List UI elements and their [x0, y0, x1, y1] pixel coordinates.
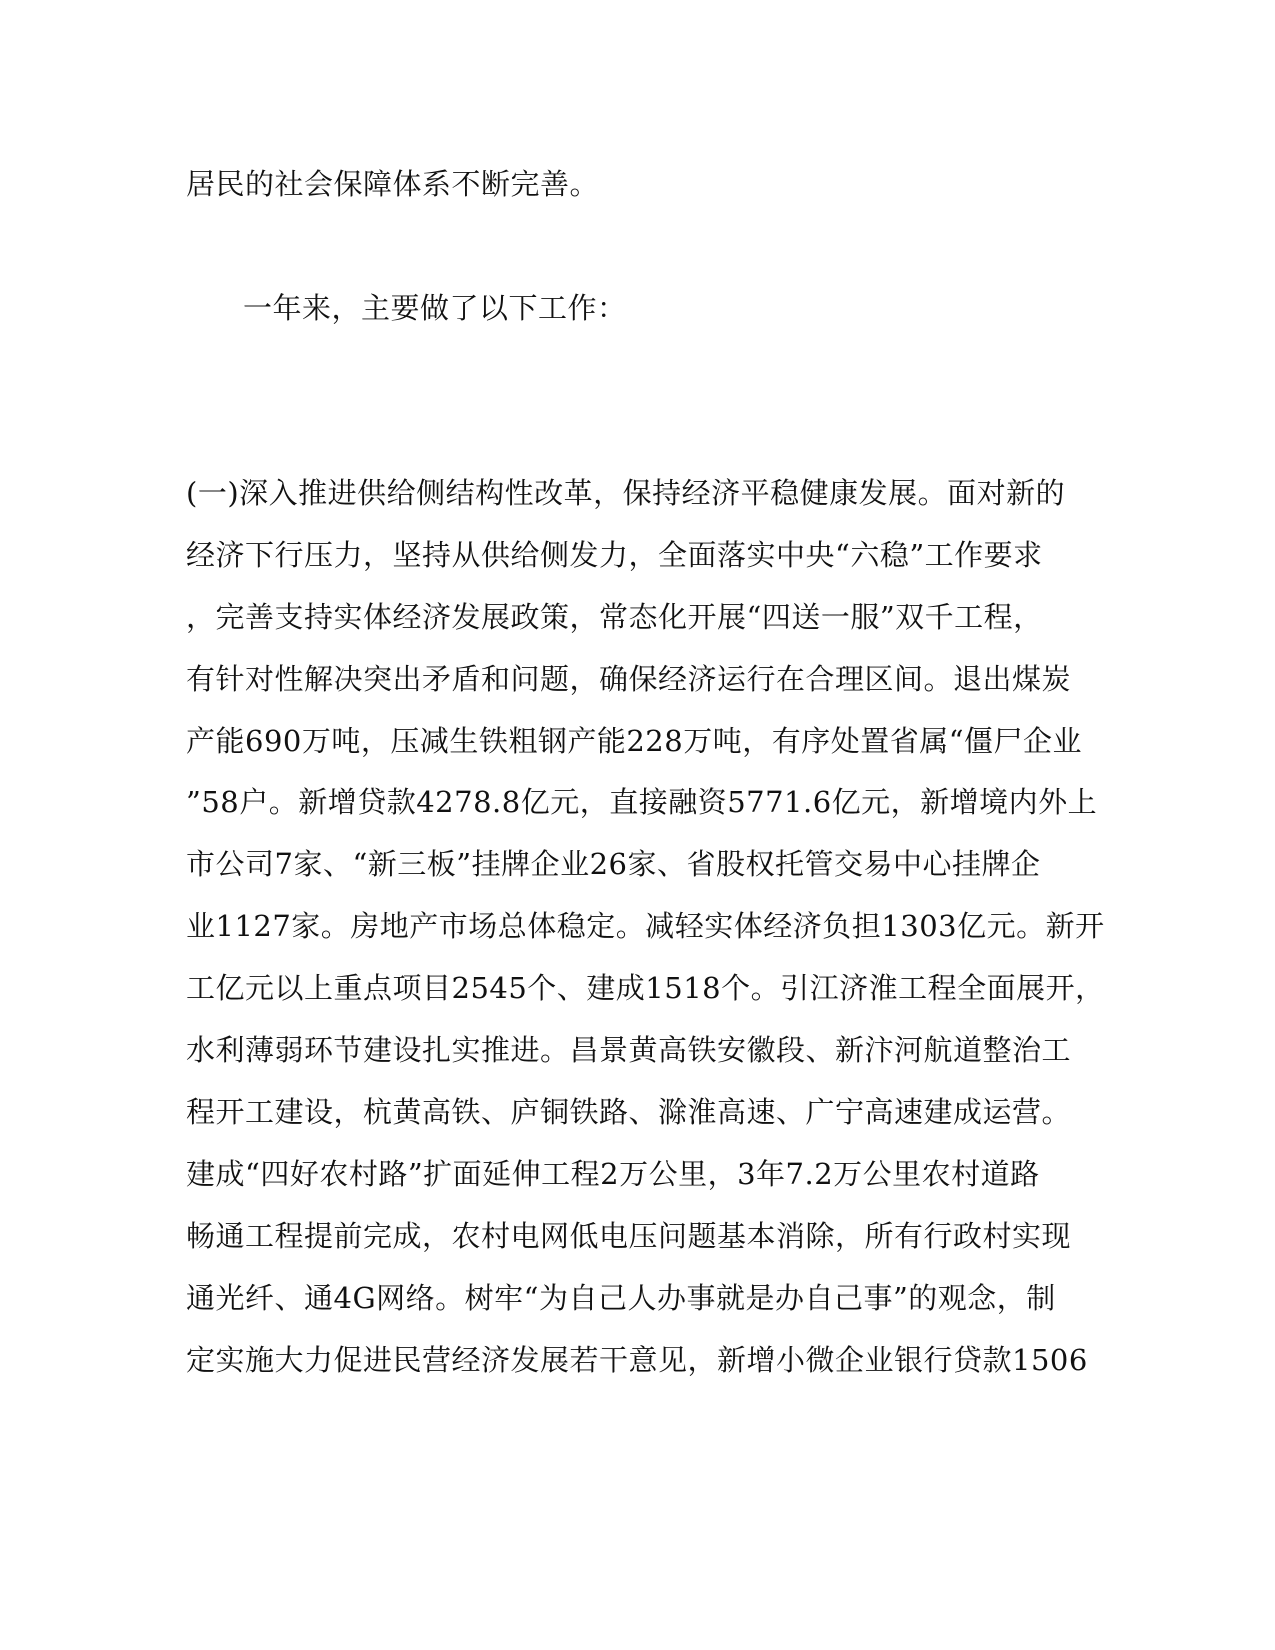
text-line: 市公司7家、“新三板”挂牌企业26家、省股权托管交易中心挂牌企	[186, 847, 1041, 881]
text-line: 经济下行压力，坚持从供给侧发力，全面落实中央“六稳”工作要求	[186, 538, 1043, 572]
text-line: 畅通工程提前完成，农村电网低电压问题基本消除，所有行政村实现	[186, 1219, 1072, 1253]
text-line: 建成“四好农村路”扩面延伸工程2万公里，3年7.2万公里农村道路	[186, 1157, 1040, 1191]
text-line: 居民的社会保障体系不断完善。	[186, 167, 600, 201]
text-line: 程开工建设，杭黄高铁、庐铜铁路、滁淮高速、广宁高速建成运营。	[186, 1095, 1072, 1129]
text-line: ”58户。新增贷款4278.8亿元，直接融资5771.6亿元，新增境内外上	[186, 785, 1098, 819]
text-line: 一年来，主要做了以下工作：	[243, 291, 627, 325]
text-line: (一)深入推进供给侧结构性改革，保持经济平稳健康发展。面对新的	[186, 476, 1066, 510]
text-line: 有针对性解决突出矛盾和问题，确保经济运行在合理区间。退出煤炭	[186, 662, 1072, 696]
text-line: 定实施大力促进民营经济发展若干意见，新增小微企业银行贷款1506	[186, 1343, 1088, 1377]
text-line: 水利薄弱环节建设扎实推进。昌景黄高铁安徽段、新汴河航道整治工	[186, 1033, 1072, 1067]
text-line: 工亿元以上重点项目2545个、建成1518个。引江济淮工程全面展开，	[186, 971, 1105, 1005]
text-line: 产能690万吨，压减生铁粗钢产能228万吨，有序处置省属“僵尸企业	[186, 724, 1083, 758]
text-line: ，完善支持实体经济发展政策，常态化开展“四送一服”双千工程，	[186, 600, 1043, 634]
text-line: 通光纤、通4G网络。树牢“为自己人办事就是办自己事”的观念，制	[186, 1281, 1056, 1315]
text-line: 业1127家。房地产市场总体稳定。减轻实体经济负担1303亿元。新开	[186, 909, 1105, 943]
